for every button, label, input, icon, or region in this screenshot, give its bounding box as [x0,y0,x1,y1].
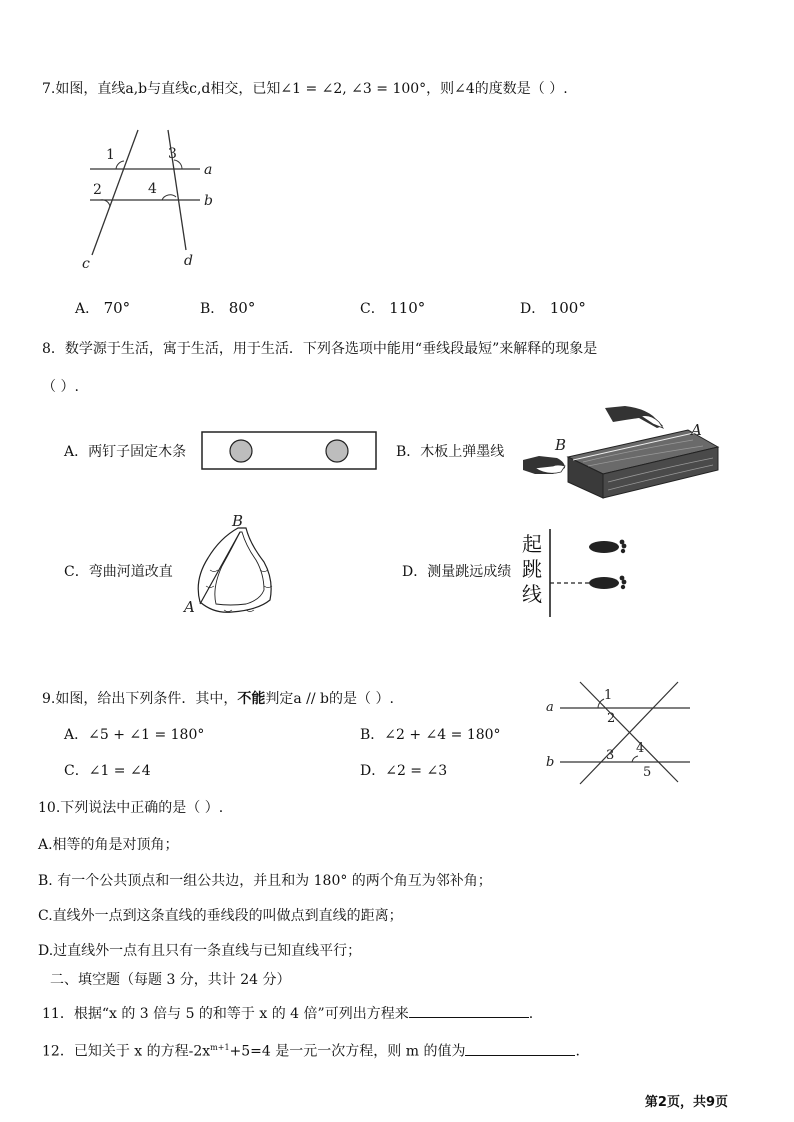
q7-label-1: 1 [106,147,115,163]
q9-option-b: B．∠2 + ∠4 = 180° [360,727,501,743]
q7-label-2: 2 [93,182,102,198]
footprint-top-icon [589,540,626,554]
q7-option-b: B． 80° [200,299,256,317]
q8-figure-d-jump [548,525,638,620]
q7-option-a: A． 70° [75,299,131,317]
footprint-bottom-icon [589,576,626,590]
q7-arc-1 [116,161,124,169]
q7-option-c: C． 110° [360,299,426,317]
q8-figure-b-inkline [513,402,723,502]
q8-option-b: B．木板上弹墨线 [396,444,505,460]
q7-label-4: 4 [148,181,157,197]
page-footer: 第2页，共9页 [644,1095,728,1110]
q9-label-1: 1 [604,688,613,703]
q7-label-a: a [204,162,213,178]
q9-option-c: C．∠1 = ∠4 [64,763,151,779]
q8-figure-a-board [201,431,377,471]
q8-fig-c-label-b: B [232,512,244,530]
q8-stem: 8．数学源于生活，寓于生活，用于生活．下列各选项中能用“垂线段最短”来解释的现象是 [42,341,598,357]
q7-figure [80,125,220,290]
q10-option-d: D.过直线外一点有且只有一条直线与已知直线平行； [38,943,362,959]
q7-label-d: d [184,253,193,269]
q10-option-a: A.相等的角是对顶角； [38,837,179,853]
q9-option-a: A．∠5 + ∠1 = 180° [64,727,205,743]
q9-label-2: 2 [607,711,616,726]
q8-fig-b-label-b: B [555,436,567,454]
q7-label-3: 3 [168,146,177,162]
q8-option-d: D．测量跳远成绩 [402,564,512,580]
q8-figure-c-river [180,510,290,630]
q12-stem: 12．已知关于 x 的方程$-2x^{m+1}+5=4$ 是一元一次方程，则 m 的值为 . [42,1039,580,1061]
section2-title: 二、填空题（每题 3 分，共计 24 分） [50,972,291,988]
q7-label-b: b [204,193,213,209]
q8-option-a: A．两钉子固定木条 [64,444,187,460]
q10-stem: 10.下列说法中正确的是（ ）. [38,800,224,816]
q9-option-d: D．∠2 = ∠3 [360,763,448,779]
q8-fig-d-char-3: 线 [522,582,542,606]
q9-figure [540,680,710,790]
q9-stem: 9.如图，给出下列条件．其中，不能判定a // b的是（ ）. [42,691,394,707]
q8-option-c: C．弯曲河道改直 [64,564,173,580]
nail-right-icon [326,440,348,462]
q8-fig-b-label-a: A [691,421,702,439]
q7-stem: 7.如图，直线a,b与直线c,d相交，已知∠1 = ∠2, ∠3 = 100°，则∠4的度数是（ ）. [42,81,568,97]
q9-label-5: 5 [643,765,652,780]
q7-option-d: D． 100° [520,299,586,317]
q7-label-c: c [82,256,90,272]
q10-option-c: C.直线外一点到这条直线的垂线段的叫做点到直线的距离； [38,908,403,924]
q8-paren: （ ）. [42,379,79,395]
q9-label-a: a [546,700,554,715]
q8-fig-c-label-a: A [184,598,195,616]
q8-fig-d-char-1: 起 [522,532,542,556]
q9-label-b: b [546,755,555,770]
q9-label-3: 3 [606,748,615,763]
q7-arc-4 [162,195,176,200]
q11-stem: 11．根据“x 的 3 倍与 5 的和等于 x 的 4 倍”可列出方程来 . [42,1003,533,1023]
q9-label-4: 4 [636,741,645,756]
q10-option-b: B. 有一个公共顶点和一组公共边，并且和为 180° 的两个角互为邻补角； [38,873,492,889]
q11-answer-blank[interactable] [409,1003,529,1018]
nail-left-icon [230,440,252,462]
q8-fig-d-char-2: 跳 [522,557,542,581]
q12-answer-blank[interactable] [465,1041,575,1056]
q7-arc-2 [100,200,110,207]
